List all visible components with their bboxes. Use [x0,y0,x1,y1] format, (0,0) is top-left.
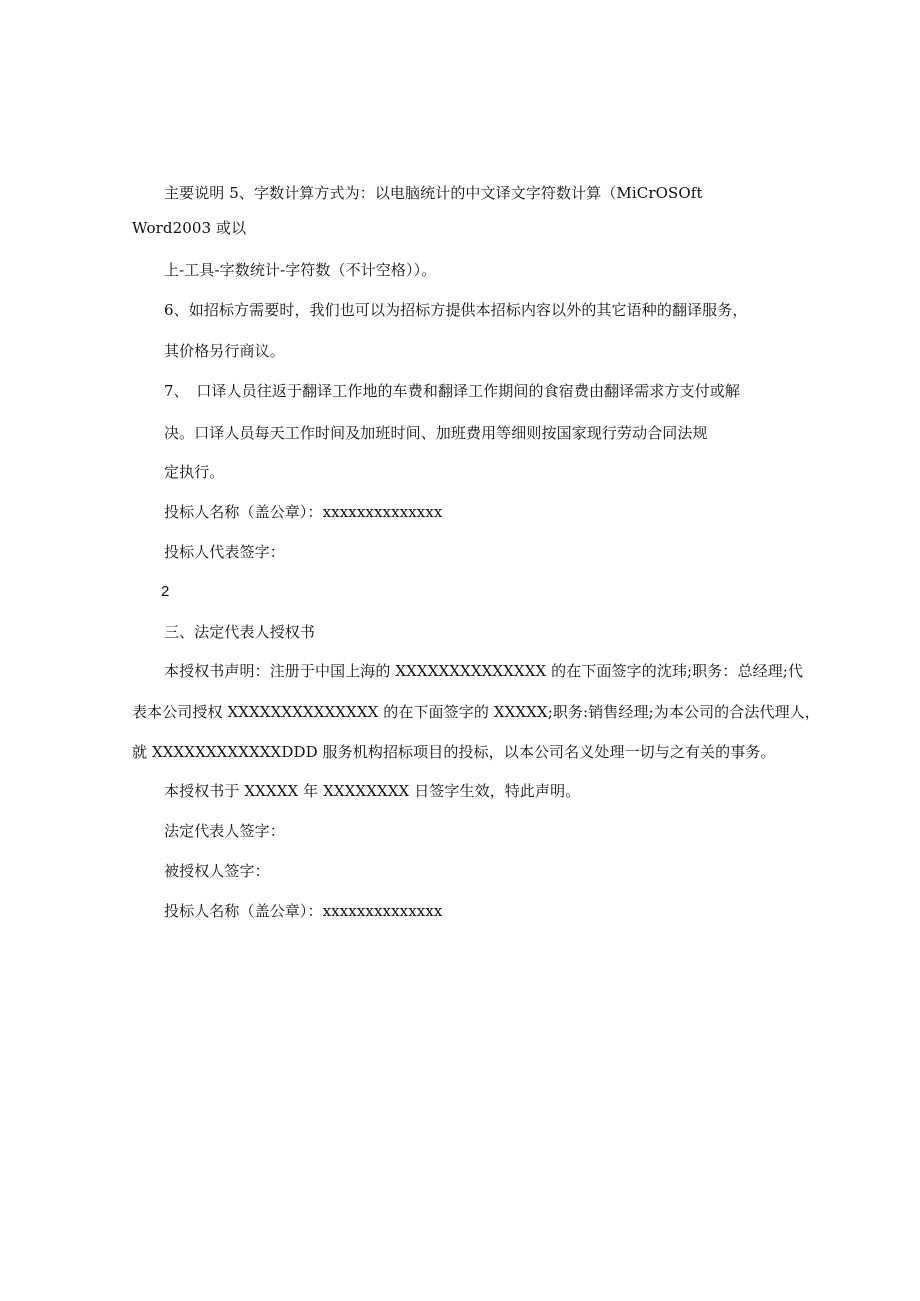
execution-line: 定执行。 [164,463,225,481]
bidder-signature-line: 投标人代表签字： [164,543,285,561]
price-negotiation-line: 其价格另行商议。 [164,342,285,360]
other-language-service-line: 6、如招标方需要时，我们也可以为招标方提供本招标内容以外的其它语种的翻译服务， [164,301,748,319]
authorization-statement-line-2: 表本公司授权 XXXXXXXXXXXXXX 的在下面签字的 XXXXX;职务:销售经理;为本公司的合法代理人， [132,703,820,721]
effective-date-line: 本授权书于 XXXXX 年 XXXXXXXX 日签字生效，特此声明。 [164,782,581,800]
page-number: 2 [161,583,170,600]
interpreter-rules-line: 决。口译人员每天工作时间及加班时间、加班费用等细则按国家现行劳动合同法规 [164,424,708,442]
section-heading: 三、法定代表人授权书 [164,623,316,641]
word-count-method-line: 上-工具-字数统计-字符数（不计空格））。 [164,261,437,279]
word-count-note-line: 主要说明 5、字数计算方式为：以电脑统计的中文译文字符数计算（MiCrOSOft [164,184,703,202]
authorization-statement-line-1: 本授权书声明：注册于中国上海的 XXXXXXXXXXXXXX 的在下面签字的沈玮;职务：总经理;代 [164,662,804,680]
bidder-name-line: 投标人名称（盖公章）：xxxxxxxxxxxxxx [164,503,443,521]
legal-representative-signature-line: 法定代表人签字： [164,822,285,840]
bidder-name-line-bottom: 投标人名称（盖公章）：xxxxxxxxxxxxxx [164,902,443,920]
word-version-line: Word2003 或以 [132,219,247,237]
interpreter-cost-line: 7、 口译人员往返于翻译工作地的车费和翻译工作期间的食宿费由翻译需求方支付或解 [164,382,740,400]
authorization-statement-line-3: 就 XXXXXXXXXXXXDDD 服务机构招标项目的投标，以本公司名义处理一切与之有关的事务。 [132,743,776,761]
authorized-person-signature-line: 被授权人签字： [164,862,270,880]
